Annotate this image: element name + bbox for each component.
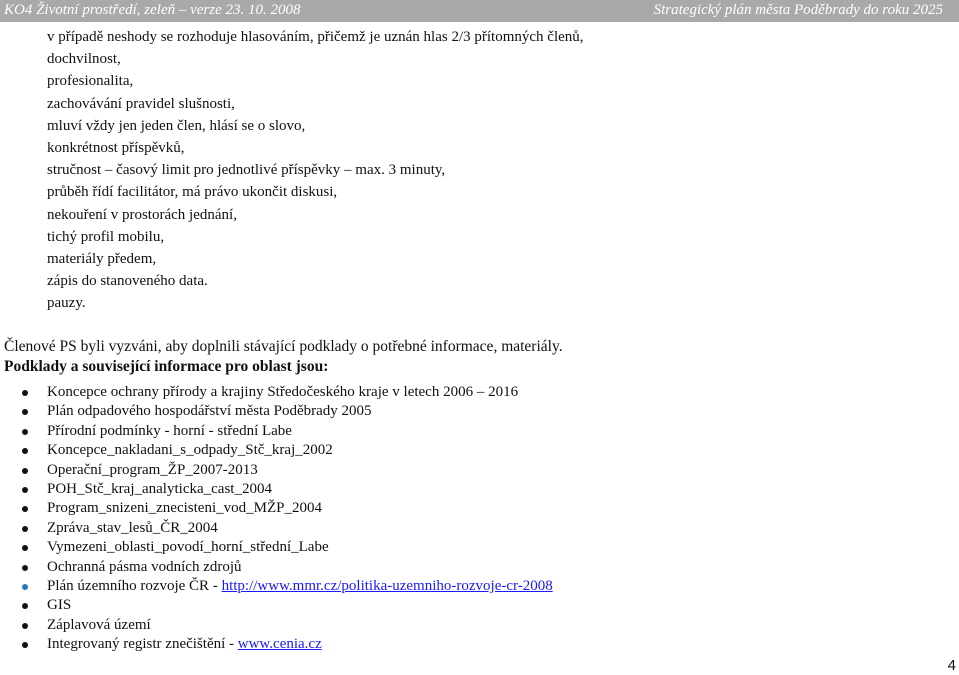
bullet-icon	[22, 429, 28, 435]
source-text	[47, 441, 333, 460]
source-label: GIS	[47, 597, 72, 614]
source-text	[47, 461, 258, 480]
sources-heading: Podklady a související informace pro oblast jsou:	[4, 358, 329, 375]
source-text	[47, 558, 242, 577]
source-label: Přírodní podmínky - horní - střední Labe	[47, 422, 292, 439]
bullet-icon	[22, 409, 28, 415]
source-text	[47, 596, 71, 615]
rule-text: průběh řídí facilitátor, má právo ukončit diskusi,	[47, 184, 338, 201]
bullet-icon	[22, 448, 28, 454]
source-label: Koncepce_nakladani_s_odpady_Stč_kraj_2002	[47, 442, 333, 459]
source-link[interactable]: www.cenia.cz	[237, 636, 322, 653]
source-label: Operační_program_ŽP_2007-2013	[47, 461, 258, 478]
source-label: POH_Stč_kraj_analyticka_cast_2004	[47, 480, 272, 497]
bullet-icon	[22, 390, 28, 396]
source-text	[47, 519, 218, 538]
rule-text: profesionalita,	[47, 73, 134, 90]
source-label: Program_snizeni_znecisteni_vod_MŽP_2004	[47, 500, 322, 517]
source-label: Zpráva_stav_lesů_ČR_2004	[47, 519, 218, 536]
page-number: 4	[947, 657, 956, 674]
source-text	[47, 616, 151, 635]
header-document-title: KO4 Životní prostředí, zeleň – verze 23. 10. 2008	[4, 2, 301, 18]
bullet-icon	[22, 603, 28, 609]
source-label: Vymezeni_oblasti_povodí_horní_střední_Labe	[47, 539, 329, 556]
source-text	[47, 538, 329, 557]
source-text	[47, 402, 372, 421]
bullet-icon	[22, 468, 28, 474]
source-label: Záplavová území	[47, 616, 151, 633]
page-header	[0, 0, 959, 22]
rule-text: nekouření v prostorách jednání,	[47, 206, 237, 223]
bullet-icon	[22, 545, 28, 551]
rule-text: v případě neshody se rozhoduje hlasováním, přičemž je uznán hlas 2/3 přítomných členů,	[47, 29, 584, 45]
rule-text: dochvilnost,	[47, 51, 121, 68]
bullet-icon	[22, 584, 28, 590]
source-label: Plán územního rozvoje ČR -	[47, 577, 222, 594]
source-text	[47, 383, 518, 402]
rule-text: zápis do stanoveného data.	[47, 273, 208, 290]
source-label: Plán odpadového hospodářství města Poděbrady 2005	[47, 403, 372, 420]
bullet-icon	[22, 565, 28, 571]
members-paragraph: Členové PS byli vyzváni, aby doplnili stávající podklady o potřebné informace, materiály.	[4, 338, 563, 355]
source-text	[47, 635, 322, 654]
source-label: Integrovaný registr znečištění -	[47, 636, 238, 653]
rule-text: mluví vždy jen jeden člen, hlásí se o slovo,	[47, 117, 306, 134]
rule-text: tichý profil mobilu,	[47, 228, 165, 245]
bullet-icon	[22, 487, 28, 493]
bullet-icon	[22, 642, 28, 648]
rule-text: konkrétnost příspěvků,	[47, 139, 185, 156]
source-text	[47, 577, 553, 596]
rule-text: zachovávání pravidel slušnosti,	[47, 95, 235, 112]
bullet-icon	[22, 623, 28, 629]
rule-text: stručnost – časový limit pro jednotlivé příspěvky – max. 3 minuty,	[47, 162, 446, 179]
source-text	[47, 499, 322, 518]
source-text	[47, 480, 272, 499]
header-plan-title: Strategický plán města Poděbrady do roku 2025	[653, 2, 943, 18]
rule-text: pauzy.	[47, 295, 86, 312]
source-link[interactable]: http://www.mmr.cz/politika-uzemniho-rozvoje-cr-2008	[221, 577, 553, 594]
bullet-icon	[22, 526, 28, 532]
source-label: Ochranná pásma vodních zdrojů	[47, 558, 242, 575]
source-text	[47, 422, 292, 441]
source-label: Koncepce ochrany přírody a krajiny Středočeského kraje v letech 2006 – 2016	[47, 384, 519, 400]
rule-text: materiály předem,	[47, 250, 157, 267]
bullet-icon	[22, 506, 28, 512]
